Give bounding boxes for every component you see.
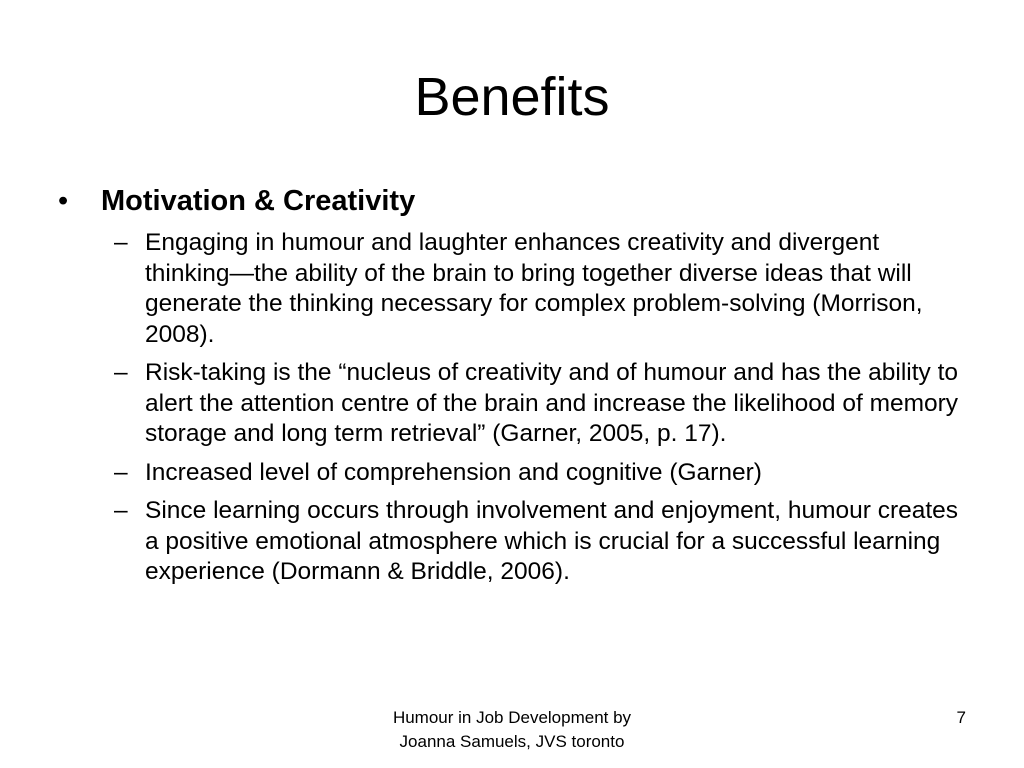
sub-bullet-item (114, 228, 978, 350)
dash-icon: – (114, 458, 128, 486)
dash-icon: – (114, 359, 128, 386)
sub-bullet-item (114, 458, 978, 489)
sub-bullet-text: Since learning occurs through involvement and enjoyment, humour creates a positive emotional atmosphere which is crucial for a successful learning experience (Dormann & Briddle, 2006). (145, 497, 959, 585)
slide-content (58, 182, 978, 596)
footer-line: Humour in Job Development by (392, 708, 632, 727)
dash-icon: – (114, 229, 128, 256)
sub-bullet-text: Increased level of comprehension and cognitive (Garner) (145, 458, 762, 486)
bullet-icon: • (58, 185, 69, 217)
sub-bullet-item (114, 358, 978, 450)
dash-icon: – (114, 497, 128, 524)
slide-number: 7 (956, 708, 966, 727)
sub-bullet-item (114, 496, 978, 588)
slide-footer (352, 706, 672, 754)
sub-bullet-text: Risk-taking is the “nucleus of creativity and of humour and has the ability to alert the attention centre of the brain and increase the likelihood of memory storage and long term retrieval” (Garner, 2005, p. 17). (145, 359, 959, 447)
sub-bullet-list (58, 228, 978, 588)
slide-title: Benefits (414, 67, 610, 127)
sub-bullet-text: Engaging in humour and laughter enhances creativity and divergent thinking—the ability of the brain to bring together diverse ideas that will generate the thinking necessary for complex problem-solving (Morrison, 2008). (145, 229, 923, 348)
bullet-heading: Motivation & Creativity (101, 185, 416, 217)
footer-line: Joanna Samuels, JVS toronto (399, 732, 625, 751)
bullet-point (58, 182, 978, 220)
